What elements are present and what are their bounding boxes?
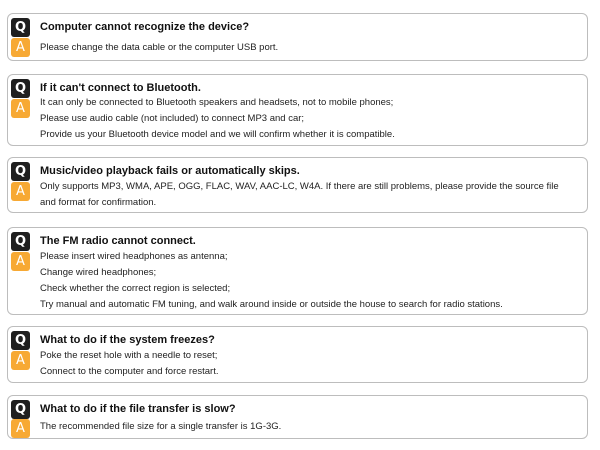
faq-card-fm-radio bbox=[7, 227, 588, 315]
answer-line: Only supports MP3, WMA, APE, OGG, FLAC, WAV, AAC-LC, W4A. If there are still problems, please provide the source file bbox=[40, 181, 559, 192]
answer-badge: A bbox=[11, 99, 30, 118]
question-badge: Q bbox=[11, 79, 30, 98]
faq-card-bluetooth bbox=[7, 74, 588, 146]
answer-line: Please insert wired headphones as antenna; bbox=[40, 251, 228, 262]
question-text: If it can't connect to Bluetooth. bbox=[40, 82, 201, 94]
answer-line: Provide us your Bluetooth device model and we will confirm whether it is compatible. bbox=[40, 129, 395, 140]
question-text: Computer cannot recognize the device? bbox=[40, 21, 250, 33]
answer-badge: A bbox=[11, 38, 30, 57]
answer-line: Try manual and automatic FM tuning, and walk around inside or outside the house to search for radio stations. bbox=[40, 299, 503, 310]
answer-text bbox=[40, 348, 218, 380]
answer-badge: A bbox=[11, 252, 30, 271]
answer-badge: A bbox=[11, 351, 30, 370]
question-text: What to do if the system freezes? bbox=[40, 334, 215, 346]
question-text: The FM radio cannot connect. bbox=[40, 235, 196, 247]
answer-text bbox=[40, 419, 281, 435]
faq-card-playback bbox=[7, 157, 588, 213]
answer-text bbox=[40, 249, 503, 313]
answer-text bbox=[40, 179, 559, 211]
question-text: Music/video playback fails or automatically skips. bbox=[40, 165, 300, 177]
answer-text bbox=[40, 95, 395, 143]
answer-line: Please use audio cable (not included) to connect MP3 and car; bbox=[40, 113, 305, 124]
answer-line: Connect to the computer and force restart. bbox=[40, 366, 219, 377]
question-badge: Q bbox=[11, 18, 30, 37]
answer-badge: A bbox=[11, 182, 30, 201]
answer-text bbox=[40, 40, 278, 56]
question-badge: Q bbox=[11, 232, 30, 251]
answer-line: Poke the reset hole with a needle to reset; bbox=[40, 350, 218, 361]
answer-line: and format for confirmation. bbox=[40, 197, 157, 208]
faq-card-system-freeze bbox=[7, 326, 588, 383]
answer-line: Check whether the correct region is selected; bbox=[40, 283, 231, 294]
question-badge: Q bbox=[11, 162, 30, 181]
answer-line: The recommended file size for a single transfer is 1G-3G. bbox=[40, 421, 282, 432]
answer-line: Change wired headphones; bbox=[40, 267, 157, 278]
question-badge: Q bbox=[11, 331, 30, 350]
answer-line: It can only be connected to Bluetooth speakers and headsets, not to mobile phones; bbox=[40, 97, 394, 108]
answer-line: Please change the data cable or the computer USB port. bbox=[40, 42, 279, 53]
faq-card-file-transfer bbox=[7, 395, 588, 439]
question-badge: Q bbox=[11, 400, 30, 419]
question-text: What to do if the file transfer is slow? bbox=[40, 403, 236, 415]
faq-card-usb bbox=[7, 13, 588, 61]
answer-badge: A bbox=[11, 419, 30, 438]
